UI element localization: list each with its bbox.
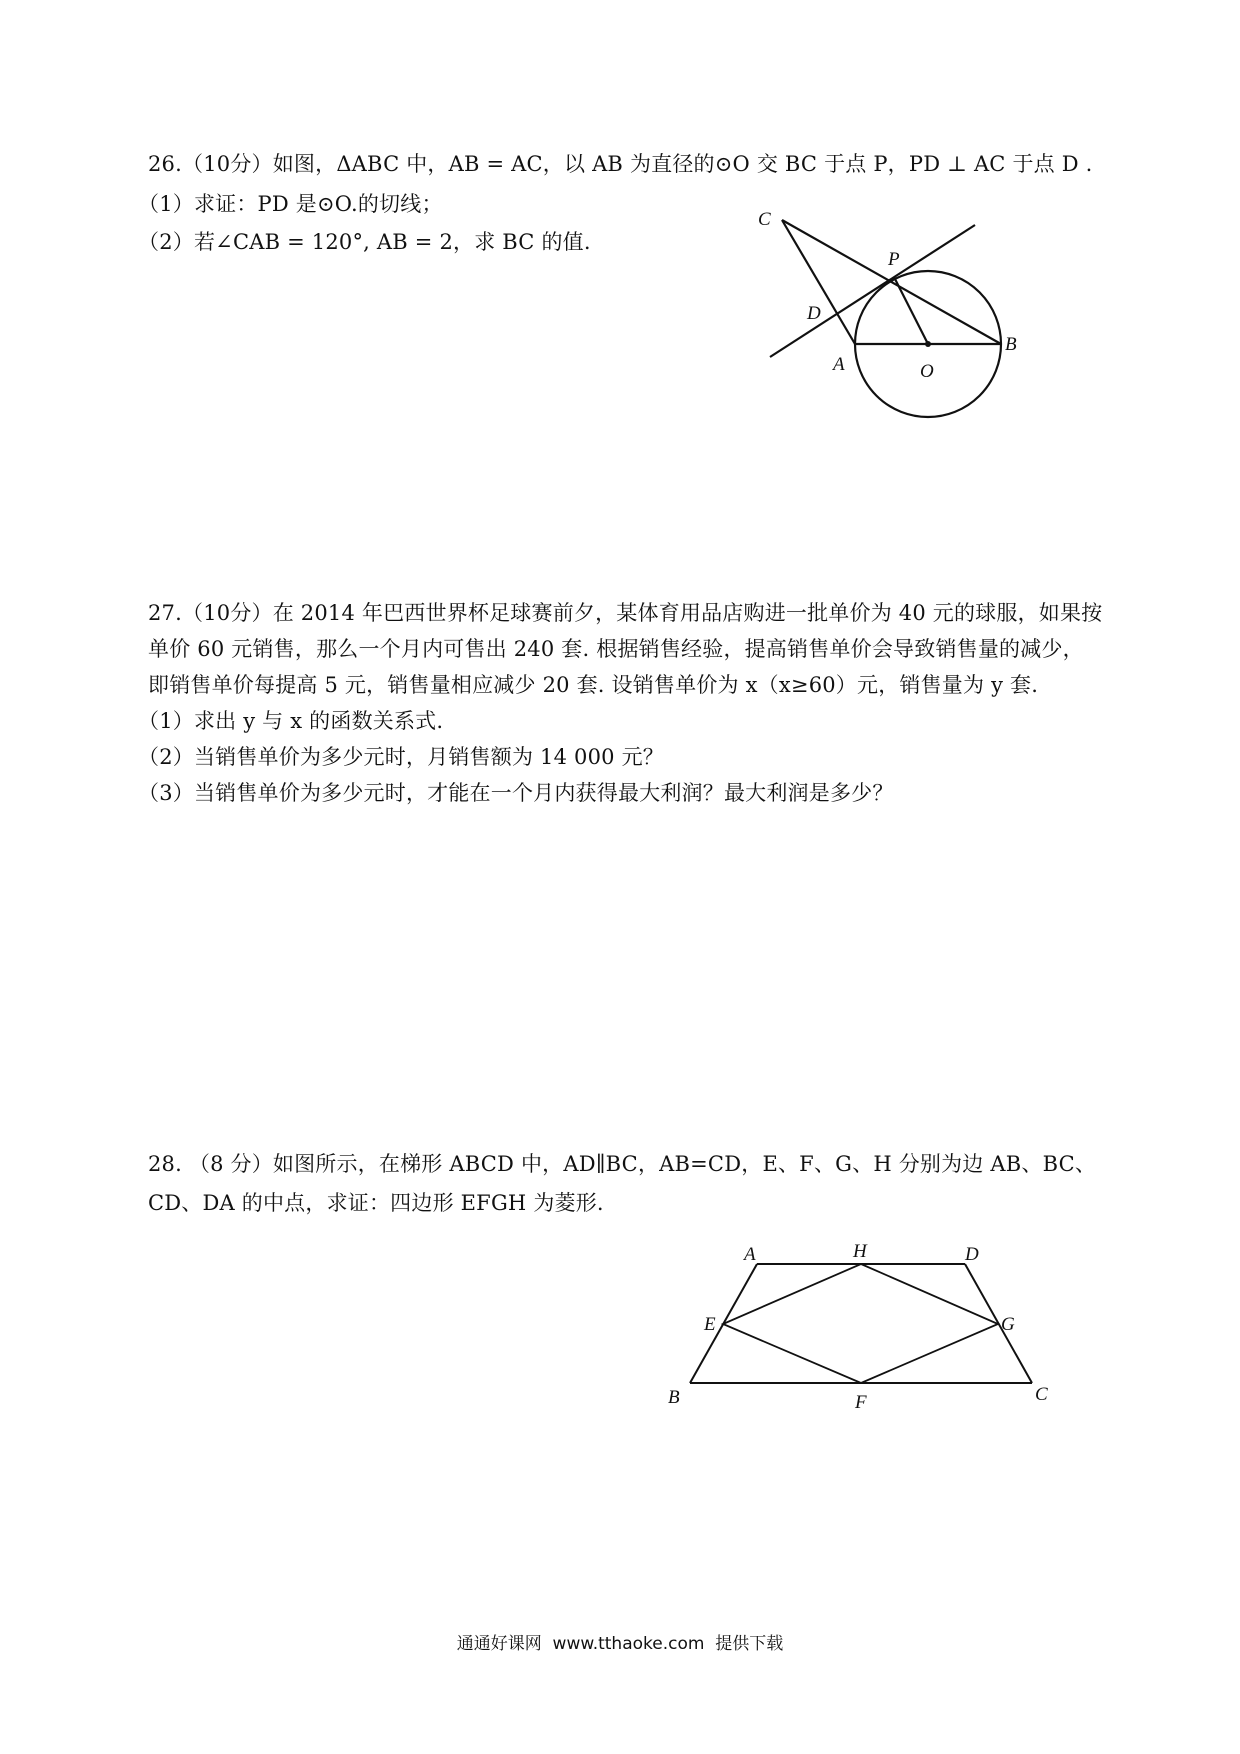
label-b: B (1005, 334, 1017, 355)
label-c: C (758, 209, 771, 230)
label-c: C (1035, 1384, 1048, 1405)
label-p: P (888, 249, 900, 270)
label-f: F (855, 1392, 867, 1413)
label-a: A (833, 354, 845, 375)
problem-27-part-3: （3）当销售单价为多少元时，才能在一个月内获得最大利润？最大利润是多少？ (138, 781, 894, 805)
label-d: D (807, 303, 821, 324)
problem-27-statement-line-2: 单价 60 元销售，那么一个月内可售出 240 套. 根据销售经验，提高销售单价会导致销售量的减少， (148, 637, 1084, 661)
rhombus-efgh (723, 1264, 998, 1383)
problem-28-statement-line-1: 28. （8 分）如图所示，在梯形 ABCD 中，AD∥BC，AB=CD，E、F、G、H 分别为边 AB、BC、 (148, 1152, 1097, 1176)
problem-26-figure (740, 205, 1040, 435)
label-b: B (668, 1387, 680, 1408)
problem-26-part-2: （2）若∠CAB = 120°, AB = 2，求 BC 的值. (138, 230, 591, 254)
problem-28-figure (660, 1240, 1070, 1415)
tangent-line-pd (770, 225, 975, 357)
label-o: O (920, 361, 934, 382)
label-e: E (704, 1314, 716, 1335)
label-g: G (1001, 1314, 1015, 1335)
trapezoid-diagram (660, 1240, 1070, 1415)
label-d: D (965, 1244, 979, 1265)
problem-26-part-1: （1）求证：PD 是⊙O.的切线； (138, 192, 443, 216)
circle-tangent-diagram (740, 205, 1040, 435)
footer-download-note: 通通好课网 www.tthaoke.com 提供下载 (456, 1634, 784, 1654)
label-h: H (853, 1241, 867, 1262)
problem-27-part-2: （2）当销售单价为多少元时，月销售额为 14 000 元？ (138, 745, 664, 769)
problem-28-statement-line-2: CD、DA 的中点，求证：四边形 EFGH 为菱形. (148, 1191, 604, 1215)
problem-27-part-1: （1）求出 y 与 x 的函数关系式. (138, 709, 444, 733)
problem-27-statement-line-3: 即销售单价每提高 5 元，销售量相应减少 20 套. 设销售单价为 x（x≥60）元，销售量为 y 套. (148, 673, 1039, 697)
problem-26-statement: 26.（10分）如图，ΔABC 中，AB = AC，以 AB 为直径的⊙O 交 BC 于点 P，PD ⊥ AC 于点 D . (148, 152, 1093, 176)
label-a: A (744, 1244, 756, 1265)
segment-op (894, 277, 928, 344)
problem-27-statement-line-1: 27.（10分）在 2014 年巴西世界杯足球赛前夕，某体育用品店购进一批单价为 40 元的球服，如果按 (148, 601, 1103, 625)
center-dot (925, 341, 931, 347)
